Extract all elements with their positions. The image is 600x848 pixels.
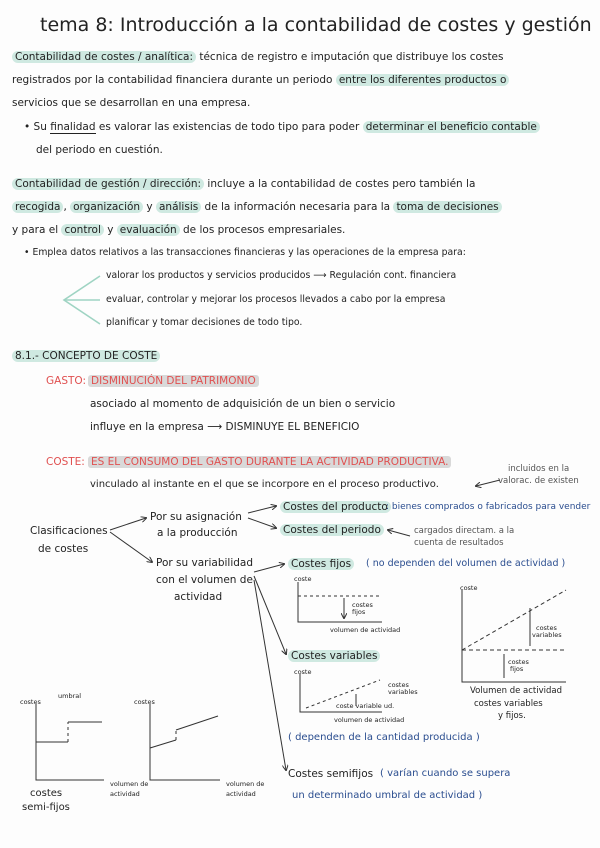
arrow-to-asig <box>110 518 146 530</box>
costes-semifijos: Costes semifijos <box>288 768 374 780</box>
sec2-bullet: • Emplea datos relativos a las transacciones financieras y las operaciones de la empresa para: <box>24 247 466 258</box>
coste-line1: vinculado al instante en el que se incorpore en el proceso productivo. <box>90 479 439 490</box>
gasto-label: GASTO: <box>46 375 87 387</box>
sec2-evaluacion: evaluación <box>117 224 180 236</box>
cost-per-label: Costes del periodo <box>280 524 384 536</box>
clasif-label-1: Clasificaciones <box>30 525 108 537</box>
semifijos-desc-2: un determinado umbral de actividad ) <box>292 790 483 801</box>
gasto-line2: influye en la empresa ⟶ DISMINUYE EL BENEFICIO <box>90 421 360 433</box>
g-semi1-xlabel-2: actividad <box>110 790 140 798</box>
coste-label: COSTE: <box>46 456 85 468</box>
note-incluidos-1: incluidos en la <box>508 464 570 474</box>
g-comb-ylabel: coste <box>460 584 478 592</box>
g-comb-var-1: costes <box>536 624 557 632</box>
g-semi1-caption-1: costes <box>30 788 63 799</box>
coste-def-text: ES EL CONSUMO DEL GASTO DURANTE LA ACTIVIDAD PRODUCTIVA. <box>88 456 451 468</box>
graph-semi1 <box>36 704 104 780</box>
g-fijos-ylabel: coste <box>294 575 312 583</box>
sec2-l3a: y para el <box>12 224 59 236</box>
g-var-note-2: variables <box>388 688 418 696</box>
sec2-organizacion: organización <box>70 201 143 213</box>
sec1-text2a: registrados por la contabilidad financiera durante un periodo <box>12 74 333 86</box>
sec2-use-1: valorar los productos y servicios producidos ⟶ Regulación cont. financiera <box>106 270 457 281</box>
g-comb-fij-1: costes <box>508 658 529 666</box>
sec1-bullet-a: • Su <box>24 121 47 133</box>
gasto-line1: asociado al momento de adquisición de un bien o servicio <box>90 398 396 410</box>
uses-branch-arrow <box>64 276 100 324</box>
g-var-ylabel: coste <box>294 668 312 676</box>
sec2-mid: de la información necesaria para la <box>204 201 391 213</box>
sec2-analisis: análisis <box>156 201 201 213</box>
arrow-to-prod <box>248 506 276 513</box>
arrow-to-per <box>248 518 276 528</box>
g-semi1-ylabel: costes <box>20 698 41 706</box>
g-semi2-xlabel-2: actividad <box>226 790 256 798</box>
por-var-1: Por su variabilidad <box>156 557 253 569</box>
sec2-l3b: de los procesos empresariales. <box>183 224 346 236</box>
g-comb-caption-2: y fijos. <box>498 711 526 721</box>
sec2-control: control <box>61 224 103 236</box>
costes-variables-label: Costes variables <box>288 650 380 662</box>
sec2-line2: recogida , organización y análisis de la información necesaria para la toma de decisiones <box>12 200 502 214</box>
g-semi1-umbral: umbral <box>58 692 82 700</box>
graph-combined <box>462 590 566 682</box>
g-semi1-caption-2: semi-fijos <box>22 802 70 813</box>
g-fijos-note-1: costes <box>352 601 373 609</box>
sec2-use-3: planificar y tomar decisiones de todo tipo. <box>106 317 303 328</box>
clasif-label-2: de costes <box>38 543 89 555</box>
g-var-xlabel: volumen de actividad <box>334 716 405 724</box>
sec2-text1: incluye a la contabilidad de costes pero también la <box>207 178 476 190</box>
por-var-3: actividad <box>174 591 223 603</box>
semifijos-desc-1: ( varían cuando se supera <box>380 768 511 779</box>
arrow-note-carg <box>388 530 410 536</box>
note-incluidos-2: valorac. de existen <box>498 476 579 486</box>
g-var-unit: coste variable ud. <box>336 702 395 710</box>
sec1-finalidad: finalidad <box>50 121 96 133</box>
sec2-recogida: recogida <box>12 201 63 213</box>
graph-fijos <box>298 582 382 622</box>
variables-desc: ( dependen de la cantidad producida ) <box>288 732 480 743</box>
graph-semi2 <box>150 704 220 780</box>
g-comb-xlabel: Volumen de actividad <box>470 686 562 696</box>
arrow-to-variables <box>254 576 286 654</box>
sec2-toma: toma de decisiones <box>393 201 501 213</box>
arrow-to-var <box>110 532 152 562</box>
sec3-heading-text: 8.1.- CONCEPTO DE COSTE <box>12 350 160 362</box>
por-var-2: con el volumen de <box>156 574 253 586</box>
por-asig-1: Por su asignación <box>150 511 242 523</box>
g-fijos-xlabel: volumen de actividad <box>330 626 401 634</box>
sec1-term: Contabilidad de costes / analítica: <box>12 51 196 63</box>
graph-variables <box>300 674 382 712</box>
sec1-bullet-end: del periodo en cuestión. <box>36 144 163 156</box>
gasto-def-text: DISMINUCIÓN DEL PATRIMONIO <box>88 375 259 387</box>
sec1-text1: técnica de registro e imputación que distribuye los costes <box>199 51 504 63</box>
sec2-term: Contabilidad de gestión / dirección: <box>12 178 204 190</box>
arrow-to-semifijos <box>254 580 286 770</box>
cost-prod-desc: : bienes comprados o fabricados para vender <box>386 502 591 512</box>
sec1-bullet-c: es valorar las existencias de todo tipo para poder <box>98 121 360 133</box>
sec1-line3: servicios que se desarrollan en una empresa. <box>12 97 251 109</box>
sec2-y2: y <box>107 224 114 236</box>
costes-fijos-label: Costes fijos <box>288 558 354 570</box>
g-comb-var-2: variables <box>532 631 562 639</box>
fijos-desc: ( no dependen del volumen de actividad ) <box>366 558 566 569</box>
arrow-to-fijos <box>254 564 284 572</box>
note-cargados-2: cuenta de resultados <box>414 538 504 548</box>
g-comb-fij-2: fijos <box>510 665 524 673</box>
g-semi2-xlabel-1: volumen de <box>226 780 265 788</box>
g-semi1-xlabel-1: volumen de <box>110 780 149 788</box>
sec2-use-2: evaluar, controlar y mejorar los procesos llevados a cabo por la empresa <box>106 294 446 305</box>
g-comb-caption-1: costes variables <box>474 699 543 709</box>
sec1-beneficio: determinar el beneficio contable <box>363 121 540 133</box>
g-fijos-note-2: fijos <box>352 608 366 616</box>
sec2-y1: y <box>146 201 153 213</box>
note-cargados-1: cargados directam. a la <box>414 526 515 536</box>
g-var-note-1: costes <box>388 681 409 689</box>
por-asig-2: a la producción <box>157 527 238 539</box>
g-semi2-ylabel: costes <box>134 698 155 706</box>
sec1-text2b: entre los diferentes productos o <box>336 74 510 86</box>
page-title: tema 8: Introducción a la contabilidad de costes y gestión <box>40 14 592 36</box>
arrow-note-incl <box>476 480 500 486</box>
cost-prod-label: Costes del producto <box>280 501 391 513</box>
